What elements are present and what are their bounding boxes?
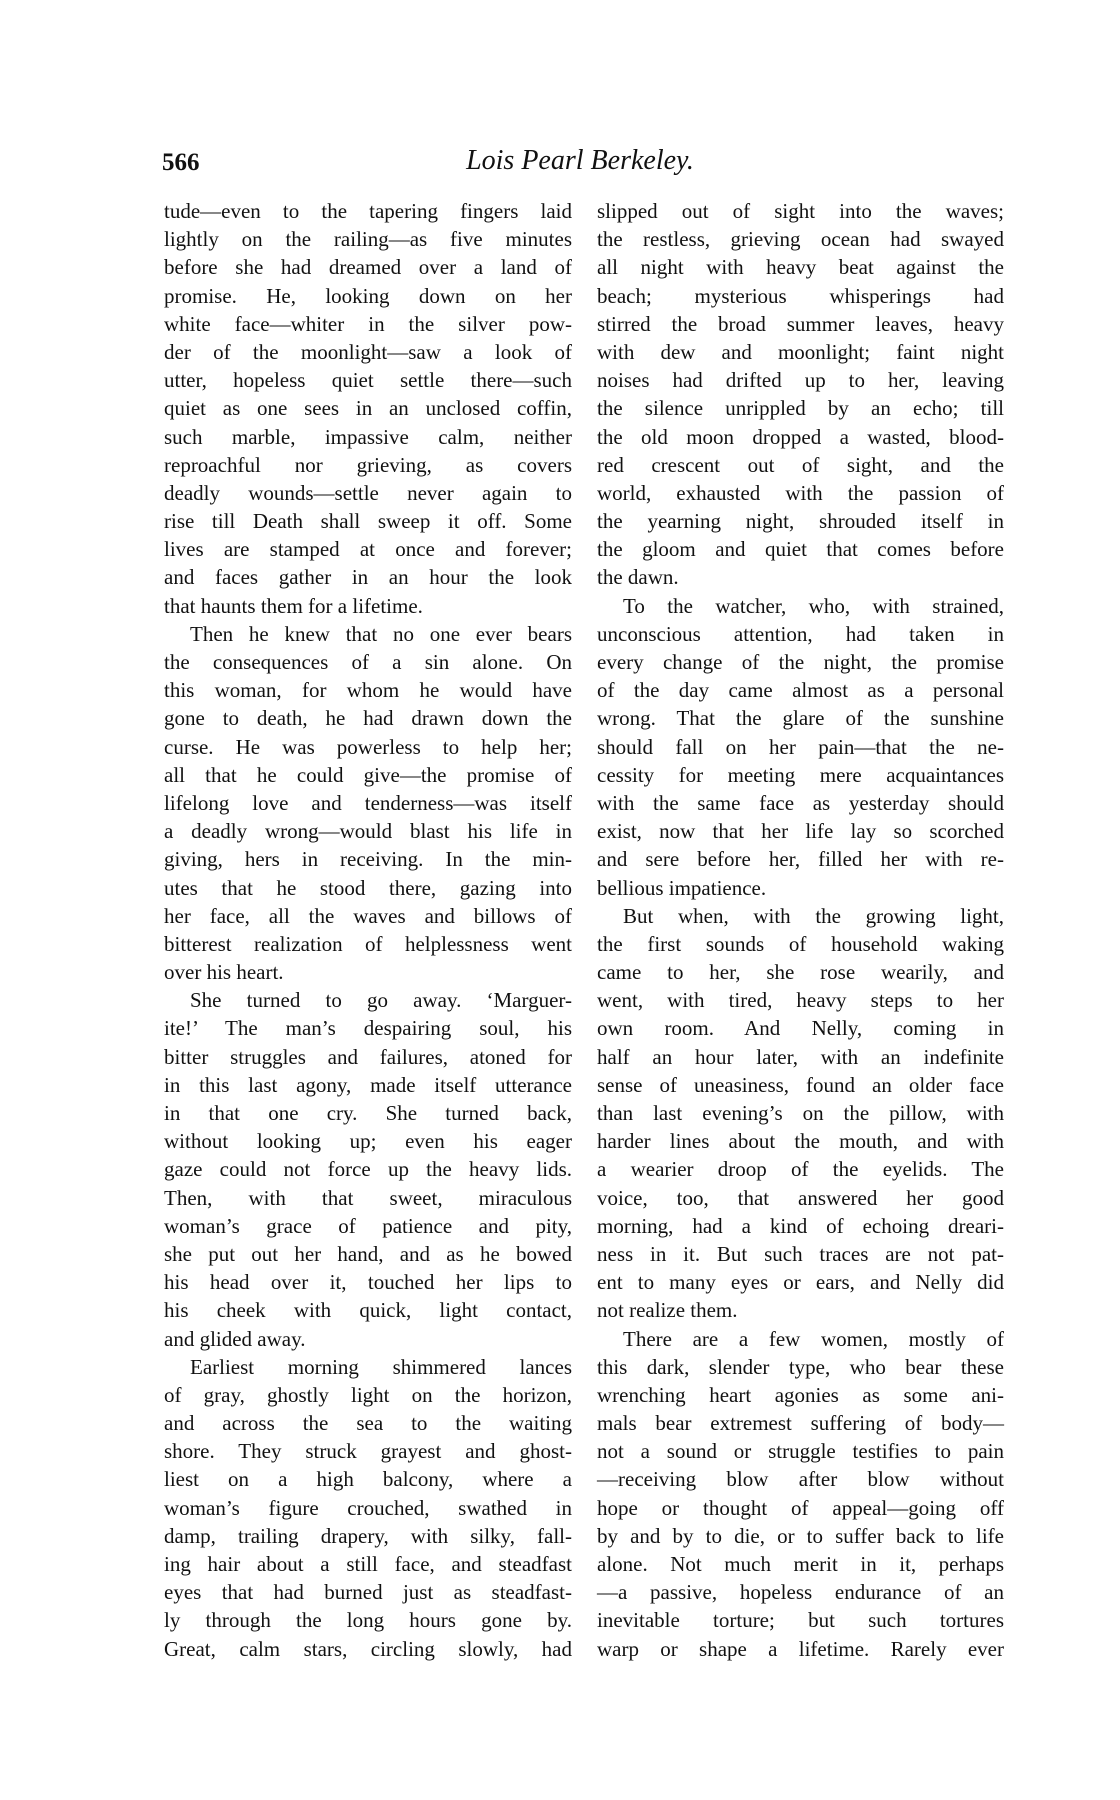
text-line: the old moon dropped a wasted, blood- bbox=[597, 424, 1004, 449]
paragraph bbox=[597, 1325, 1004, 1663]
text-line: she put out her hand, and as he bowed bbox=[164, 1241, 572, 1266]
text-line: quiet as one sees in an unclosed coffin, bbox=[164, 396, 572, 421]
text-line: by and by to die, or to suffer back to life bbox=[597, 1523, 1004, 1548]
running-title: Lois Pearl Berkeley. bbox=[466, 145, 694, 176]
text-line: hope or thought of appeal—going off bbox=[597, 1495, 1004, 1520]
text-line: over his heart. bbox=[164, 960, 284, 985]
text-line: the consequences of a sin alone. On bbox=[164, 650, 572, 674]
text-line: of gray, ghostly light on the horizon, bbox=[164, 1382, 572, 1407]
text-line: voice, too, that answered her good bbox=[597, 1185, 1004, 1210]
text-line: To the watcher, who, with strained, bbox=[623, 593, 1004, 618]
text-line: his head over it, touched her lips to bbox=[164, 1270, 572, 1295]
text-line: exist, now that her life lay so scorched bbox=[597, 819, 1004, 844]
text-line: that haunts them for a lifetime. bbox=[164, 593, 423, 618]
text-line: alone. Not much merit in it, perhaps bbox=[597, 1552, 1004, 1576]
text-line: the gloom and quiet that comes before bbox=[597, 537, 1004, 562]
text-line: unconscious attention, had taken in bbox=[597, 621, 1004, 646]
text-line: Great, calm stars, circling slowly, had bbox=[164, 1636, 572, 1661]
page-number: 566 bbox=[162, 149, 200, 176]
text-line: giving, hers in receiving. In the min- bbox=[164, 847, 572, 872]
text-line: sense of uneasiness, found an older face bbox=[597, 1072, 1004, 1097]
text-line: before she had dreamed over a land of bbox=[164, 255, 572, 280]
text-line: white face—whiter in the silver pow- bbox=[164, 311, 572, 336]
text-line: this dark, slender type, who bear these bbox=[597, 1354, 1004, 1379]
text-line: ent to many eyes or ears, and Nelly did bbox=[597, 1270, 1004, 1295]
text-line: with dew and moonlight; faint night bbox=[597, 339, 1004, 364]
text-line: But when, with the growing light, bbox=[623, 903, 1004, 928]
paragraph bbox=[164, 1353, 572, 1663]
text-line: than last evening’s on the pillow, with bbox=[597, 1101, 1004, 1125]
text-line: went, with tired, heavy steps to her bbox=[597, 988, 1004, 1013]
text-line: gone to death, he had drawn down the bbox=[164, 706, 572, 731]
text-line: not realize them. bbox=[597, 1298, 738, 1323]
text-line: the dawn. bbox=[597, 565, 679, 590]
text-line: all that he could give—the promise of bbox=[164, 762, 572, 787]
text-line: and across the sea to the waiting bbox=[164, 1411, 572, 1436]
text-line: should fall on her pain—that the ne- bbox=[597, 734, 1004, 759]
text-line: bitterest realization of helplessness went bbox=[164, 931, 572, 956]
text-line: woman’s figure crouched, swathed in bbox=[164, 1495, 572, 1520]
text-line: ness in it. But such traces are not pat- bbox=[597, 1241, 1004, 1266]
text-line: bitter struggles and failures, atoned for bbox=[164, 1044, 572, 1069]
text-line: tude—even to the tapering fingers laid bbox=[164, 199, 572, 223]
text-line: wrong. That the glare of the sunshine bbox=[597, 706, 1004, 731]
text-line: shore. They struck grayest and ghost- bbox=[164, 1439, 572, 1464]
text-line: warp or shape a lifetime. Rarely ever bbox=[597, 1636, 1004, 1661]
text-line: Then, with that sweet, miraculous bbox=[164, 1185, 572, 1210]
text-line: cessity for meeting mere acquaintances bbox=[597, 762, 1004, 787]
text-line: liest on a high balcony, where a bbox=[164, 1467, 572, 1492]
text-line: and glided away. bbox=[164, 1326, 306, 1351]
text-line: utes that he stood there, gazing into bbox=[164, 875, 572, 900]
text-line: Earliest morning shimmered lances bbox=[190, 1354, 572, 1379]
text-line: bellious impatience. bbox=[597, 875, 767, 900]
text-line: deadly wounds—settle never again to bbox=[164, 480, 572, 505]
text-line: Then he knew that no one ever bears bbox=[190, 621, 572, 646]
text-line: came to her, she rose wearily, and bbox=[597, 960, 1004, 985]
text-line: gaze could not force up the heavy lids. bbox=[164, 1157, 572, 1182]
text-line: lifelong love and tenderness—was itself bbox=[164, 790, 572, 815]
paragraph bbox=[597, 592, 1004, 902]
text-line: red crescent out of sight, and the bbox=[597, 452, 1004, 477]
text-line: in this last agony, made itself utterance bbox=[164, 1072, 572, 1097]
text-line: utter, hopeless quiet settle there—such bbox=[164, 368, 572, 393]
text-line: lightly on the railing—as five minutes bbox=[164, 227, 572, 252]
text-line: her face, all the waves and billows of bbox=[164, 903, 572, 928]
text-line: mals bear extremest suffering of body— bbox=[597, 1411, 1004, 1436]
text-line: promise. He, looking down on her bbox=[164, 283, 572, 308]
text-line: harder lines about the mouth, and with bbox=[597, 1129, 1004, 1154]
text-line: damp, trailing drapery, with silky, fall- bbox=[164, 1523, 572, 1548]
text-line: der of the moonlight—saw a look of bbox=[164, 339, 572, 364]
text-line: morning, had a kind of echoing dreari- bbox=[597, 1213, 1004, 1238]
text-line: She turned to go away. ‘Marguer- bbox=[190, 988, 572, 1013]
text-line: a deadly wrong—would blast his life in bbox=[164, 819, 572, 844]
text-line: ly through the long hours gone by. bbox=[164, 1608, 572, 1633]
text-line: wrenching heart agonies as some ani- bbox=[597, 1382, 1004, 1407]
text-line: inevitable torture; but such tortures bbox=[597, 1608, 1004, 1633]
text-line: in that one cry. She turned back, bbox=[164, 1101, 572, 1125]
paragraph bbox=[164, 986, 572, 1352]
text-line: every change of the night, the promise bbox=[597, 650, 1004, 674]
text-line: without looking up; even his eager bbox=[164, 1129, 572, 1154]
text-line: eyes that had burned just as steadfast- bbox=[164, 1580, 572, 1605]
text-line: the yearning night, shrouded itself in bbox=[597, 509, 1004, 534]
paragraph bbox=[597, 197, 1004, 592]
text-line: —a passive, hopeless endurance of an bbox=[597, 1580, 1004, 1605]
text-line: world, exhausted with the passion of bbox=[597, 480, 1004, 505]
text-line: own room. And Nelly, coming in bbox=[597, 1016, 1004, 1041]
text-line: all night with heavy beat against the bbox=[597, 255, 1004, 280]
text-line: slipped out of sight into the waves; bbox=[597, 199, 1004, 223]
text-line: reproachful nor grieving, as covers bbox=[164, 452, 572, 477]
text-line: ite!’ The man’s despairing soul, his bbox=[164, 1016, 572, 1041]
text-line: the first sounds of household waking bbox=[597, 931, 1004, 956]
right-column bbox=[597, 197, 1004, 1663]
text-line: curse. He was powerless to help her; bbox=[164, 734, 572, 759]
text-line: the restless, grieving ocean had swayed bbox=[597, 227, 1004, 252]
text-line: the silence unrippled by an echo; till bbox=[597, 396, 1004, 421]
text-line: and sere before her, filled her with re- bbox=[597, 847, 1004, 872]
text-line: his cheek with quick, light contact, bbox=[164, 1298, 572, 1323]
text-line: noises had drifted up to her, leaving bbox=[597, 368, 1004, 393]
text-line: such marble, impassive calm, neither bbox=[164, 424, 572, 449]
text-line: a wearier droop of the eyelids. The bbox=[597, 1157, 1004, 1182]
text-line: half an hour later, with an indefinite bbox=[597, 1044, 1004, 1069]
text-line: of the day came almost as a personal bbox=[597, 678, 1004, 703]
text-line: stirred the broad summer leaves, heavy bbox=[597, 311, 1004, 336]
text-line: ing hair about a still face, and steadfast bbox=[164, 1552, 572, 1576]
paragraph bbox=[597, 902, 1004, 1325]
text-line: not a sound or struggle testifies to pain bbox=[597, 1439, 1004, 1464]
text-line: and faces gather in an hour the look bbox=[164, 565, 572, 590]
text-line: with the same face as yesterday should bbox=[597, 790, 1004, 815]
left-column bbox=[164, 197, 572, 1663]
text-line: this woman, for whom he would have bbox=[164, 678, 572, 703]
text-line: woman’s grace of patience and pity, bbox=[164, 1213, 572, 1238]
text-line: beach; mysterious whisperings had bbox=[597, 283, 1004, 308]
paragraph bbox=[164, 620, 572, 986]
text-line: There are a few women, mostly of bbox=[623, 1326, 1004, 1351]
text-line: —receiving blow after blow without bbox=[597, 1467, 1004, 1492]
paragraph bbox=[164, 197, 572, 620]
text-line: lives are stamped at once and forever; bbox=[164, 537, 572, 562]
text-line: rise till Death shall sweep it off. Some bbox=[164, 509, 572, 534]
